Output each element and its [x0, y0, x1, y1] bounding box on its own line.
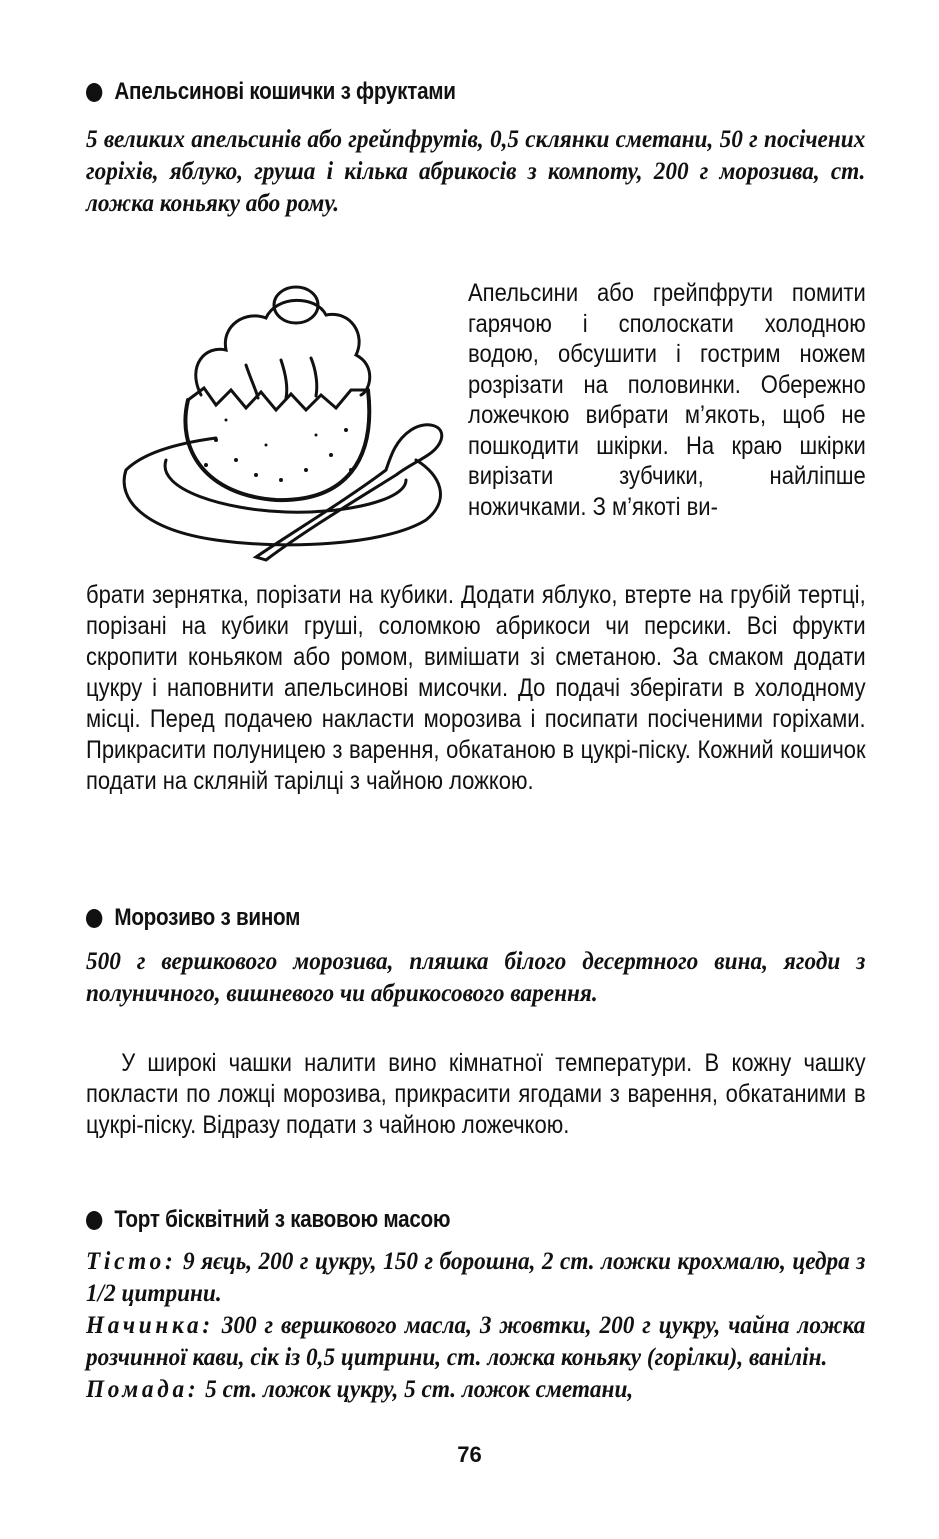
component-text: 300 г вершкового масла, 3 жовтки, 200 г цукру, чайна ложка розчинної кави, сік із 0,5 цитрини, ст. ложка коньяку (горілки), ванілін.: [86, 1312, 866, 1371]
recipe-title-text: Морозиво з вином: [114, 904, 301, 931]
recipe-title-orange-baskets: [86, 78, 456, 106]
saucer-rim: [126, 438, 216, 470]
saucer-outer: [124, 460, 440, 545]
ingredients-ice-cream-wine: 500 г вершкового морозива, пляшка білого десертного вина, ягоди з полуничного, вишневого чи абрикосового варення.: [86, 948, 866, 1007]
ingredients-orange-baskets: 5 великих апельсинів або грейпфрутів, 0,5 склянки сметани, 50 г посічених горіхів, яблуко, груша і кілька абрикосів з компоту, 200 г морозива, ст. ложка коньяку або рому.: [86, 126, 866, 217]
component-label: Начинка:: [86, 1312, 214, 1339]
method-ice-cream-wine: У широкі чашки налити вино кімнатної температури. В кожну чашку покласти по ложці морозива, прикрасити ягодами з варення, обкатаними в цукрі-піску. Відразу подати з чайною ложечкою.: [86, 1049, 866, 1139]
component-label: Помада:: [86, 1376, 200, 1403]
recipe-title-sponge-cake: [86, 1206, 450, 1234]
component-filling: [86, 1310, 865, 1374]
bullet-icon: [86, 83, 102, 102]
orange-basket-illustration: [106, 270, 466, 580]
component-text: 9 яєць, 200 г цукру, 150 г борошна, 2 ст. ложки крохмалю, цедра з 1/2 цитрини.: [86, 1248, 866, 1307]
recipe-title-text: Апельсинові кошички з фруктами: [114, 78, 456, 105]
page-number: 76: [457, 1442, 482, 1467]
ingredients-sponge-cake: [86, 1246, 865, 1406]
component-dough: [86, 1246, 865, 1310]
method-orange-baskets-full: брати зернятка, порізати на кубики. Додати яблуко, втерте на грубій тертці, порізані на кубики груші, соломкою абрикоси чи персики. Всі фрукти скропити коньяком або ромом, вимішати зі сметаною. За смаком додати цукру і наповнити апельсинові мисочки. До подачі зберігати в холодному місці. Перед подачею накласти морозива і посипати посіченими горіхами. Прикрасити полуницею з варення, обкатаною в цукрі-піску. Кожний кошичок подати на скляній тарілці з чайною ложкою.: [86, 581, 866, 795]
recipe-title-ice-cream-wine: [86, 904, 300, 932]
ice-cream: [196, 300, 370, 395]
bullet-icon: [86, 1211, 102, 1230]
spoon: [256, 425, 442, 560]
component-label: Тісто:: [86, 1248, 177, 1275]
zigzag-edge: [188, 388, 368, 410]
recipe-title-text: Торт бісквітний з кавовою масою: [114, 1206, 451, 1233]
method-orange-baskets-column: Апельсини або грейпфрути помити гарячою і сполоскати холодною водою, обсушити і гострим ножем розрізати на половинки. Обережно ложечкою вибрати м’якоть, щоб не пошкодити шкірки. На краю шкірки вирізати зубчики, найліпше ножичками. З м’якоті ви-: [468, 279, 866, 521]
orange-peel-texture: [204, 419, 353, 483]
component-glaze: [86, 1374, 865, 1406]
bullet-icon: [86, 909, 102, 928]
component-text: 5 ст. ложок цукру, 5 ст. ложок сметани,: [205, 1376, 634, 1403]
